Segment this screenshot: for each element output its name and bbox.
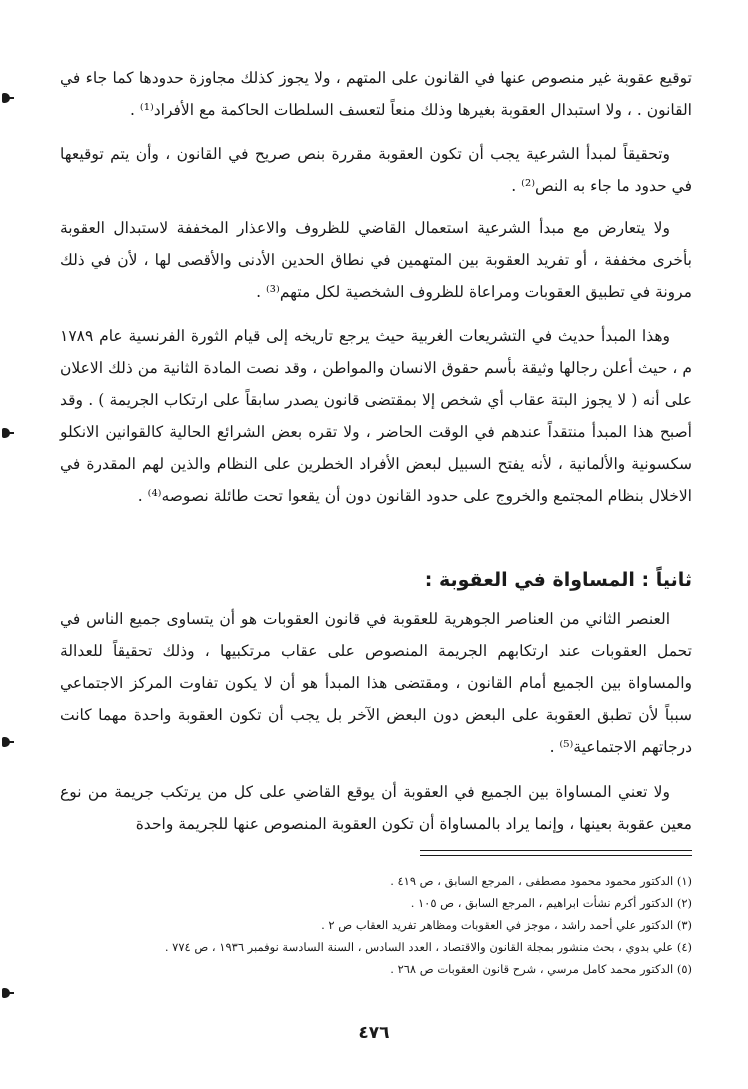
footnote-separator-second bbox=[420, 855, 692, 856]
footnote-5: (٥) الدكتور محمد كامل مرسي ، شرح قانون العقوبات ص ٢٦٨ . bbox=[390, 962, 692, 976]
paragraph-2-text: وتحقيقاً لمبدأ الشرعية يجب أن تكون العقوبة مقررة بنص صريح في القانون ، وأن يتم توقيعها في حدود ما جاء به النص⁽²⁾ . bbox=[60, 145, 692, 195]
page-number: ٤٧٦ bbox=[358, 1023, 390, 1043]
paragraph-1-text: توقيع عقوبة غير منصوص عنها في القانون على المتهم ، ولا يجوز كذلك مجاوزة حدودها كما جاء في القانون . ، ولا استبدال العقوبة بغيرها وذلك منعاً لتعسف السلطات الحاكمة مع الأفراد⁽¹⁾ . bbox=[60, 69, 692, 119]
footnote-1: (١) الدكتور محمود محمود مصطفى ، المرجع السابق ، ص ٤١٩ . bbox=[390, 874, 692, 888]
paragraph-6 bbox=[60, 776, 692, 840]
paragraph-5-text: العنصر الثاني من العناصر الجوهرية للعقوبة في قانون العقوبات هو أن يتساوى جميع الناس في تحمل العقوبات عند ارتكابهم الجريمة المنصوص على عقاب مرتكبيها ، وذلك تحقيقاً للعدالة والمساواة بين الجميع أمام القانون ، ومقتضى هذا المبدأ هو أن لا يكون تفاوت المركز الاجتماعي سبباً لأن تطبق العقوبة على البعض دون البعض الآخر بل يجب أن تكون العقوبة واحدة مهما كانت درجاتهم الاجتماعية⁽⁵⁾ . bbox=[60, 610, 692, 756]
paragraph-5 bbox=[60, 603, 692, 763]
paragraph-4 bbox=[60, 320, 692, 512]
margin-mark-icon bbox=[2, 737, 10, 747]
margin-mark-icon bbox=[2, 988, 10, 998]
paragraph-3 bbox=[60, 212, 692, 308]
section-heading: ثانياً : المساواة في العقوبة : bbox=[424, 569, 692, 591]
paragraph-2 bbox=[60, 138, 692, 202]
footnote-3: (٣) الدكتور علي أحمد راشد ، موجز في العقوبات ومظاهر تفريد العقاب ص ٢ . bbox=[321, 918, 692, 932]
margin-mark-icon bbox=[2, 93, 10, 103]
footnote-4: (٤) علي بدوي ، بحث منشور بمجلة القانون والاقتصاد ، العدد السادس ، السنة السادسة نوفمبر ١٩٣٦ ، ص ٧٧٤ . bbox=[164, 940, 692, 954]
paragraph-1 bbox=[60, 62, 692, 126]
margin-mark-icon bbox=[2, 428, 10, 438]
footnote-separator bbox=[420, 850, 692, 851]
paragraph-3-text: ولا يتعارض مع مبدأ الشرعية استعمال القاضي للظروف والاعذار المخففة لاستبدال العقوبة بأخرى مخففة ، أو تفريد العقوبة بين المتهمين في نطاق الحدين الأدنى والأقصى لها ، لأن في ذلك مرونة في تطبيق العقوبات ومراعاة للظروف الشخصية لكل متهم⁽³⁾ . bbox=[60, 219, 692, 301]
paragraph-6-text: ولا تعني المساواة بين الجميع في العقوبة أن يوقع القاضي على كل من يرتكب جريمة من نوع معين عقوبة بعينها ، وإنما يراد بالمساواة أن تكون العقوبة المنصوص عنها للجريمة واحدة bbox=[60, 783, 692, 833]
paragraph-4-text: وهذا المبدأ حديث في التشريعات الغربية حيث يرجع تاريخه إلى قيام الثورة الفرنسية عام ١٧٨٩ م ، حيث أعلن رجالها وثيقة بأسم حقوق الانسان والمواطن ، وقد نصت المادة الثانية من ذلك الاعلان على أنه ( لا يجوز البتة عقاب أي شخص إلا بمقتضى قانون يصدر سابقاً على ارتكاب الجريمة ) . وقد أصبح هذا المبدأ منتقداً عندهم في الوقت الحاضر ، ولا تقره بعض الشرائع الحالية كالقوانين الانكلو سكسونية والألمانية ، لأنه يفتح السبيل لبعض الأفراد الخطرين على النظام والذين لهم المقدرة في الاخلال بنظام المجتمع والخروج على حدود القانون دون أن يقعوا تحت طائلة نصوصه⁽⁴⁾ . bbox=[60, 327, 692, 505]
footnotes-list bbox=[60, 870, 692, 980]
footnote-2: (٢) الدكتور أكرم نشأت ابراهيم ، المرجع السابق ، ص ١٠٥ . bbox=[410, 896, 692, 910]
